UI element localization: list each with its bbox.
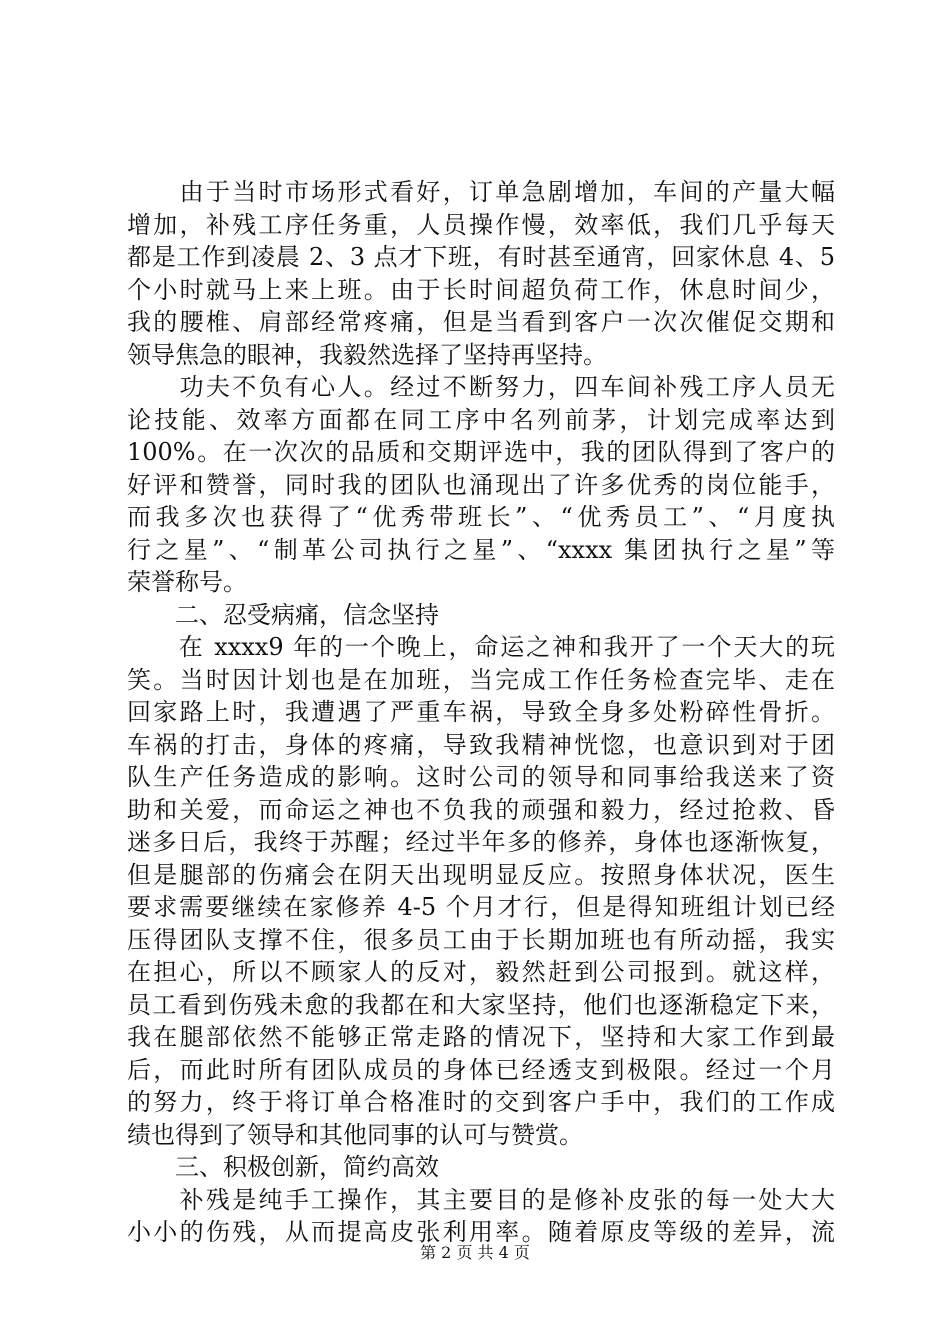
text-line: 在担心，所以不顾家人的反对，毅然赶到公司报到。就这样， [127,958,835,986]
text-line: 员工看到伤残未愈的我都在和大家坚持，他们也逐渐稳定下来， [127,990,835,1019]
text-line: 100%。在一次次的品质和交期评选中，我的团队得到了客户的 [127,438,835,466]
text-line: 补残是纯手工操作，其主要目的是修补皮张的每一处大大 [127,1185,835,1214]
text-line: 压得团队支撑不住，很多员工由于长期加班也有所动摇，我实 [127,925,835,954]
text-line: 我的腰椎、肩部经常疼痛，但是当看到客户一次次催促交期和 [127,308,835,336]
text-line: 增加，补残工序任务重，人员操作慢，效率低，我们几乎每天 [127,210,835,239]
page-footer: 第 2 页 共 4 页 [420,1243,530,1262]
text-line: 好评和赞誉，同时我的团队也涌现出了许多优秀的岗位能手， [127,470,835,499]
text-line: 行之星”、“制革公司执行之星”、“xxxx 集团执行之星”等 [127,535,835,564]
text-line: 迷多日后，我终于苏醒；经过半年多的修养，身体也逐渐恢复， [127,828,835,856]
text-line: 荣誉称号。 [127,568,247,596]
text-line: 我在腿部依然不能够正常走路的情况下，坚持和大家工作到最 [127,1023,835,1051]
text-line: 而我多次也获得了“优秀带班长”、“优秀员工”、“月度执 [127,503,835,531]
text-line: 在 xxxx9 年的一个晚上，命运之神和我开了一个天大的玩 [127,633,835,661]
text-line: 笑。当时因计划也是在加班，当完成工作任务检查完毕、走在 [127,665,835,694]
text-line: 由于当时市场形式看好，订单急剧增加，车间的产量大幅 [127,178,835,206]
text-line: 都是工作到凌晨 2、3 点才下班，有时甚至通宵，回家休息 4、5 [127,243,835,271]
text-line: 小小的伤残，从而提高皮张利用率。随着原皮等级的差异，流 [127,1218,835,1246]
text-line: 回家路上时，我遭遇了严重车祸，导致全身多处粉碎性骨折。 [127,698,835,726]
text-line: 但是腿部的伤痛会在阴天出现明显反应。按照身体状况，医生 [127,860,835,889]
text-line: 助和关爱，而命运之神也不负我的顽强和毅力，经过抢救、昏 [127,795,835,824]
text-line: 车祸的打击，身体的疼痛，导致我精神恍惚，也意识到对于团 [127,730,835,759]
text-line: 后，而此时所有团队成员的身体已经透支到极限。经过一个月 [127,1055,835,1084]
text-line: 二、忍受病痛，信念坚持 [127,600,439,629]
text-line: 要求需要继续在家修养 4-5 个月才行，但是得知班组计划已经 [127,893,835,921]
text-line: 队生产任务造成的影响。这时公司的领导和同事给我送来了资 [127,763,835,791]
text-line: 领导焦急的眼神，我毅然选择了坚持再坚持。 [127,340,607,369]
text-line: 三、积极创新，简约高效 [127,1153,439,1181]
document-body [127,176,835,1249]
text-line: 功夫不负有心人。经过不断努力，四车间补残工序人员无 [127,373,835,401]
text-line: 个小时就马上来上班。由于长时间超负荷工作，休息时间少， [127,275,835,304]
text-line: 论技能、效率方面都在同工序中名列前茅，计划完成率达到 [127,405,835,434]
text-line: 绩也得到了领导和其他同事的认可与赞赏。 [127,1120,583,1149]
text-line: 的努力，终于将订单合格准时的交到客户手中，我们的工作成 [127,1088,835,1116]
